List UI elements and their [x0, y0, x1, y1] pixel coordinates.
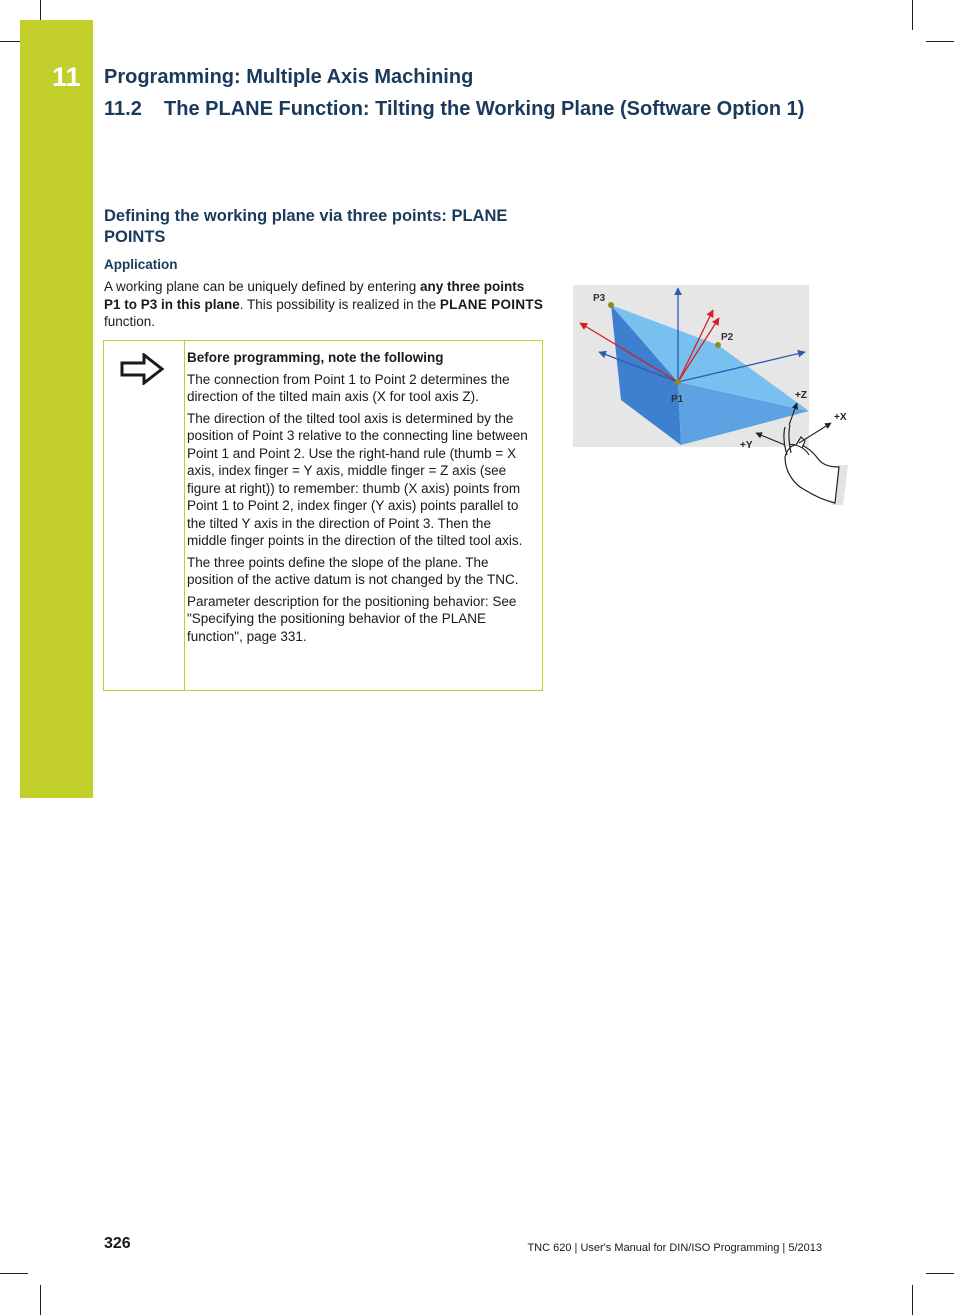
note-heading: Before programming, note the following [187, 350, 444, 365]
crop-mark [926, 1273, 954, 1274]
label-p2: P2 [721, 332, 734, 343]
crop-mark [0, 1273, 28, 1274]
subheading: Application [104, 257, 178, 272]
label-z: +Z [795, 390, 807, 401]
chapter-sidebar [20, 20, 93, 798]
crop-mark [912, 1285, 913, 1315]
intro-text: . This possibility is realized in the [239, 296, 440, 312]
crop-mark [912, 0, 913, 30]
note-paragraph: The direction of the tilted tool axis is determined by the position of Point 3 relative to the connecting line between Point 1 and Point 2. Use the right-hand rule (thumb = X axis, index finger = Y axis, middle finger = Z axis (see figure at right)) to remember: thumb (X axis) points from Point 1 to Point 2, index finger (Y axis) points parallel to the tilted Y axis in the direction of Point 3. Then the middle finger points in the direction of the tilted tool axis. [187, 410, 528, 548]
label-x: +X [834, 412, 847, 423]
page-number: 326 [104, 1235, 131, 1252]
intro-code: PLANE POINTS [439, 296, 544, 312]
arrow-right-icon [120, 353, 164, 385]
note-divider [184, 341, 185, 690]
section-title: 11.2 The PLANE Function: Tilting the Working Plane (Software Option 1) [104, 98, 805, 120]
note-content [187, 349, 533, 649]
crop-mark [40, 0, 41, 20]
note-paragraph: Parameter description for the positioning behavior: See "Specifying the positioning behavior of the PLANE function", page 331. [187, 593, 517, 644]
point-p3 [608, 302, 614, 308]
note-box [103, 340, 543, 691]
intro-text: A working plane can be uniquely defined by entering [104, 279, 420, 294]
footer-text: TNC 620 | User's Manual for DIN/ISO Programming | 5/2013 [527, 1242, 822, 1254]
label-p3: P3 [593, 293, 606, 304]
point-p1 [675, 379, 681, 385]
note-paragraph: The three points define the slope of the plane. The position of the active datum is not changed by the TNC. [187, 554, 519, 587]
intro-bold: any three points P1 to P3 in this plane [104, 279, 525, 312]
plane-points-figure [573, 285, 853, 510]
label-p1: P1 [671, 394, 684, 405]
intro-paragraph [104, 278, 544, 331]
note-paragraph: The connection from Point 1 to Point 2 determines the direction of the tilted main axis (X for tool axis Z). [187, 371, 510, 404]
crop-mark [926, 41, 954, 42]
label-y: +Y [740, 440, 753, 451]
chapter-title: Programming: Multiple Axis Machining [104, 66, 474, 88]
intro-text: function. [104, 314, 156, 329]
crop-mark [40, 1285, 41, 1315]
chapter-number: 11 [52, 62, 81, 92]
page-heading: Defining the working plane via three points: PLANE POINTS [104, 207, 508, 246]
